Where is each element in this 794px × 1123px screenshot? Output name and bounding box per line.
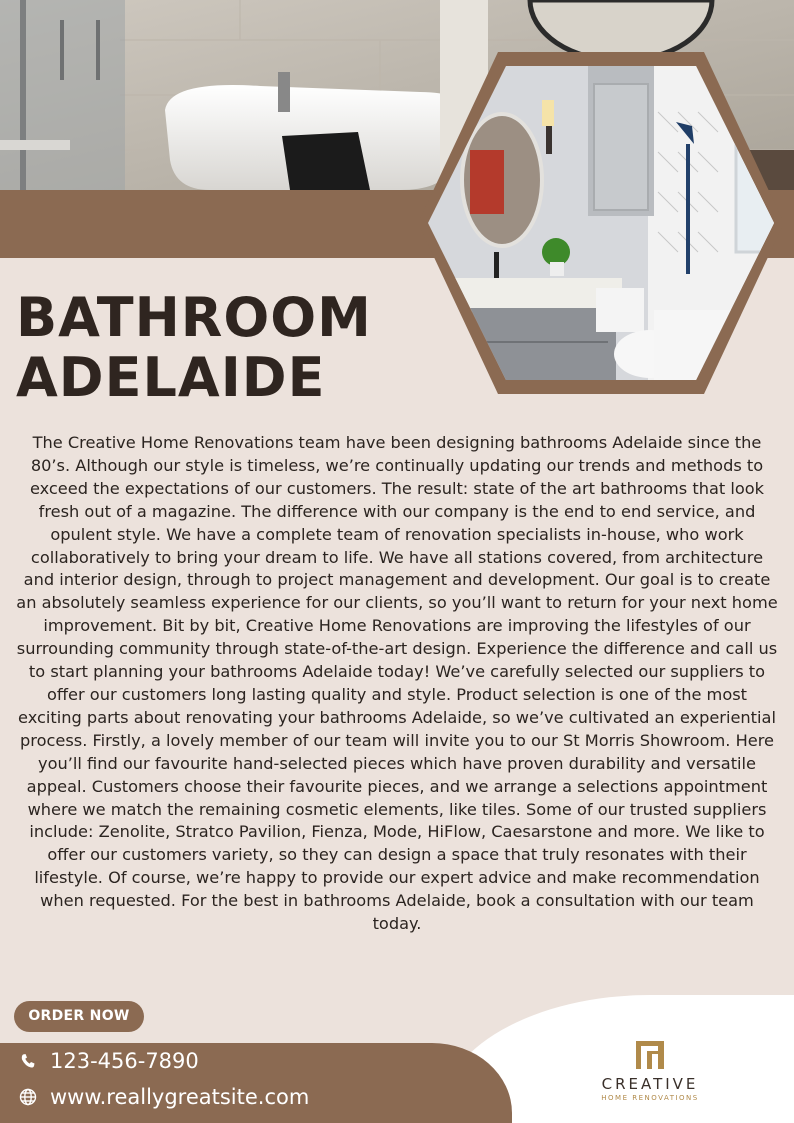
website-url: www.reallygreatsite.com — [50, 1085, 310, 1109]
order-now-button[interactable]: ORDER NOW — [14, 1001, 144, 1032]
phone-contact[interactable] — [18, 1047, 199, 1075]
phone-number: 123-456-7890 — [50, 1049, 199, 1073]
website-contact[interactable] — [18, 1083, 309, 1111]
logo-mark-icon — [635, 1040, 665, 1070]
title-line-1: BATHROOM — [16, 286, 372, 349]
title-line-2: ADELAIDE — [16, 346, 326, 409]
company-logo — [585, 1040, 715, 1102]
globe-icon — [18, 1087, 38, 1107]
phone-icon — [18, 1051, 38, 1071]
logo-tagline: HOME RENOVATIONS — [601, 1094, 699, 1102]
body-paragraph: The Creative Home Renovations team have been designing bathrooms Adelaide since the 80’s. Although our style is timeless, we’re continually updating our trends and methods to exceed the expectations of our customers. The result: state of the art bathrooms that look fresh out of a magazine. The difference with our company is the end to end service, and opulent style. We have a complete team of renovation specialists in-house, who work collaboratively to bring your dream to life. We have all stations covered, from architecture and interior design, through to project management and development. Our goal is to create an absolutely seamless experience for our clients, so you’ll want to return for your next home improvement. Bit by bit, Creative Home Renovations are improving the lifestyles of our surrounding community through state-of-the-art design. Experience the difference and call us to start planning your bathrooms Adelaide today! We’ve carefully selected our suppliers to offer our customers long lasting quality and style. Product selection is one of the most exciting parts about renovating your bathrooms Adelaide, so we’ve cultivated an experiential process. Firstly, a lovely member of our team will invite you to our St Morris Showroom. Here you’ll find our favourite hand-selected pieces which have proven durability and versatile appeal. Customers choose their favourite pieces, and we arrange a selections appointment where we match the remaining cosmetic elements, like tiles. Some of our trusted suppliers include: Zenolite, Stratco Pavilion, Fienza, Mode, HiFlow, Caesarstone and more. We like to offer our customers variety, so they can design a space that truly resonates with their lifestyle. Of course, we’re happy to provide our expert advice and make recommendation when requested. For the best in bathrooms Adelaide, book a consultation with our team today. — [16, 433, 778, 934]
page-title — [16, 288, 372, 408]
logo-brand: CREATIVE — [601, 1075, 699, 1093]
hexagon-bathroom-photo — [418, 52, 784, 394]
